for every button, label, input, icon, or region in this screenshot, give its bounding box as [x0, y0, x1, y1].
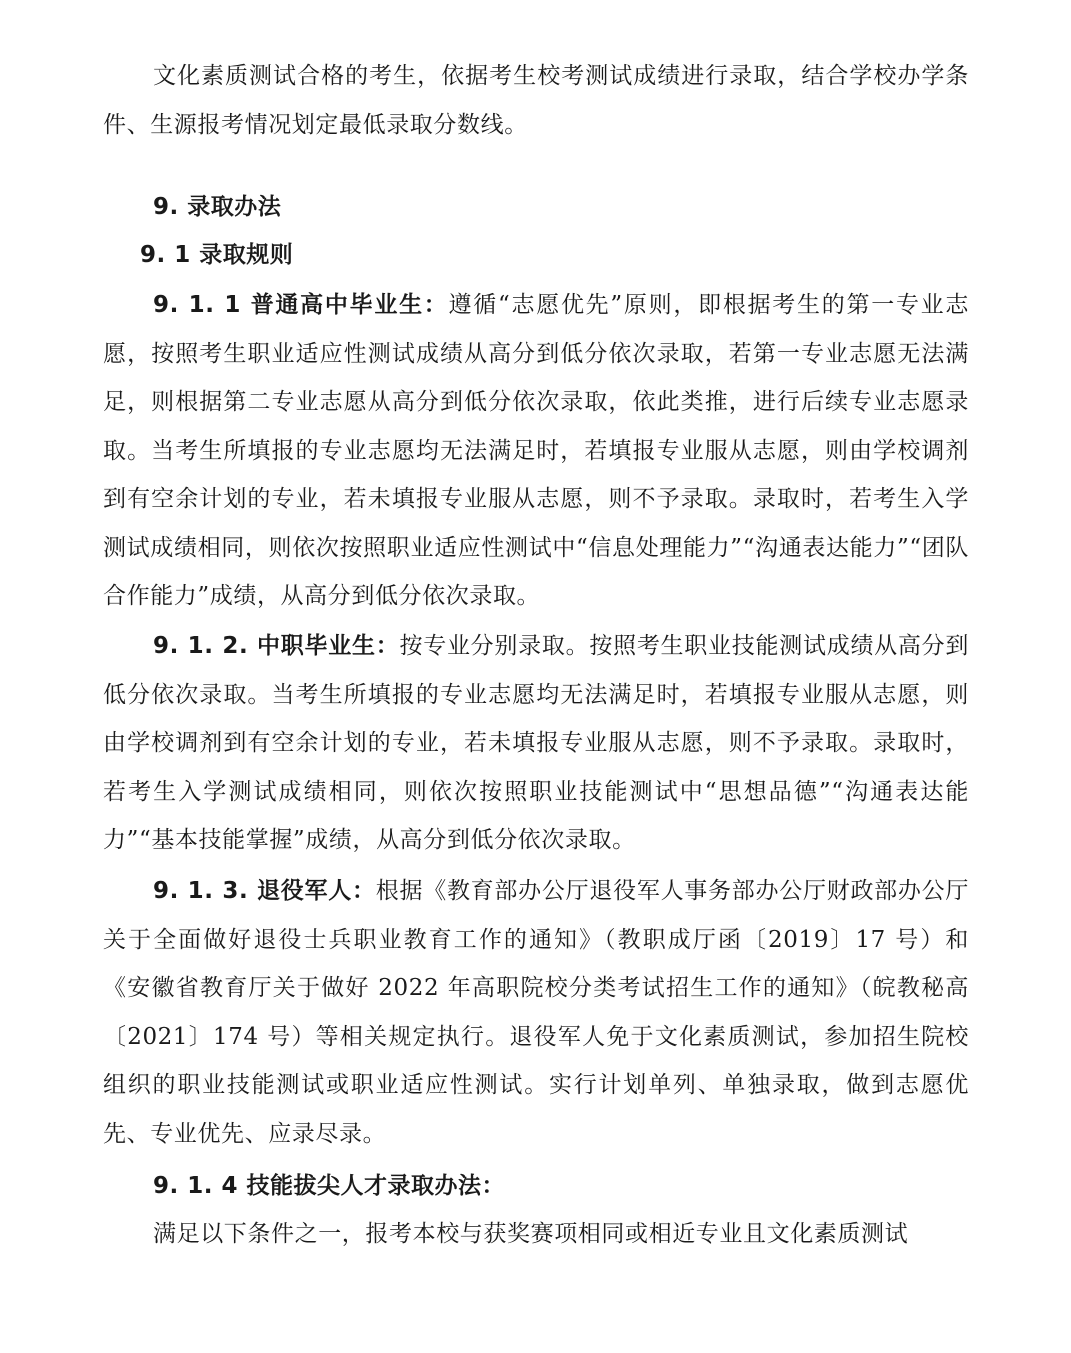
- paragraph-body-9-1-2: 按专业分别录取。按照考生职业技能测试成绩从高分到低分依次录取。当考生所填报的专业志愿均无法满足时，若填报专业服从志愿，则由学校调剂到有空余计划的专业，若未填报专业服从志愿，则不予录取。录取时，若考生入学测试成绩相同，则依次按照职业技能测试中“思想品德”“沟通表达能力”“基本技能掌握”成绩，从高分到低分依次录取。: [103, 633, 969, 853]
- paragraph-9-1-1: [103, 281, 969, 621]
- section-heading-9-1: 9. 1 录取规则: [140, 242, 294, 268]
- paragraph-lead-9-1-1: 9. 1. 1 普通高中毕业生：: [153, 292, 449, 318]
- paragraph-body-9-1-1: 遵循“志愿优先”原则，即根据考生的第一专业志愿，按照考生职业适应性测试成绩从高分到低分依次录取，若第一专业志愿无法满足，则根据第二专业志愿从高分到低分依次录取，依此类推，进行后续专业志愿录取。当考生所填报的专业志愿均无法满足时，若填报专业服从志愿，则由学校调剂到有空余计划的专业，若未填报专业服从志愿，则不予录取。录取时，若考生入学测试成绩相同，则依次按照职业适应性测试中“信息处理能力”“沟通表达能力”“团队合作能力”成绩，从高分到低分依次录取。: [103, 292, 970, 609]
- intro-paragraph: 文化素质测试合格的考生，依据考生校考测试成绩进行录取，结合学校办学条件、生源报考情况划定最低录取分数线。: [103, 63, 969, 138]
- paragraph-9-1-4: 满足以下条件之一，报考本校与获奖赛项相同或相近专业且文化素质测试: [153, 1221, 909, 1247]
- paragraph-body-9-1-3: 根据《教育部办公厅退役军人事务部办公厅财政部办公厅关于全面做好退役士兵职业教育工作的通知》（教职成厅函〔2019〕17 号）和《安徽省教育厅关于做好 2022 年高职院校分类考试招生工作的通知》（皖教秘高〔2021〕174 号）等相关规定执行。退役军人免于文化素质测试，参加招生院校组织的职业技能测试或职业适应性测试。实行计划单列、单独录取，做到志愿优先、专业优先、应录尽录。: [103, 878, 969, 1147]
- paragraph-9-1-3: [103, 867, 969, 1158]
- paragraph-9-1-2: [103, 622, 969, 865]
- paragraph-lead-9-1-2: 9. 1. 2. 中职毕业生：: [153, 633, 400, 659]
- section-heading-9: 9. 录取办法: [153, 194, 282, 220]
- paragraph-lead-9-1-3: 9. 1. 3. 退役军人：: [153, 878, 376, 904]
- section-heading-9-1-4: 9. 1. 4 技能拔尖人才录取办法：: [153, 1173, 506, 1199]
